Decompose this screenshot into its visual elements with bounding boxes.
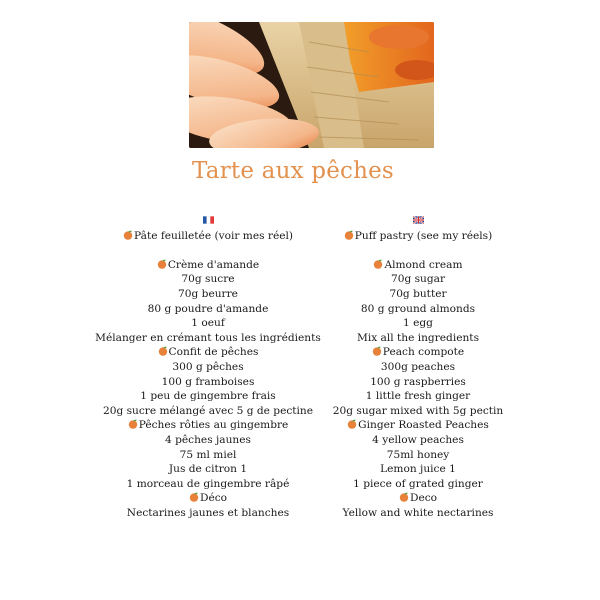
line-text: Peach compote <box>382 346 465 359</box>
ingredient-line <box>288 316 548 331</box>
line-text: 1 egg <box>403 317 433 330</box>
ingredient-line <box>288 375 548 390</box>
line-text: 80 g poudre d'amande <box>147 302 269 315</box>
line-text: Puff pastry (see my réels) <box>354 229 493 242</box>
line-text: 70g sucre <box>181 273 235 286</box>
line-text: 75 ml miel <box>179 448 237 461</box>
line-text: Confit de pêches <box>168 346 259 359</box>
section-heading <box>288 418 548 433</box>
line-text: 70g butter <box>389 287 447 300</box>
line-text: 1 oeuf <box>191 317 225 330</box>
section-heading <box>288 229 548 244</box>
line-text: Nectarines jaunes et blanches <box>126 506 290 519</box>
peach-tart-photo <box>189 22 434 148</box>
line-text: 80 g ground almonds <box>360 302 476 315</box>
line-text: 1 morceau de gingembre râpé <box>126 477 290 490</box>
line-text: Mix all the ingredients <box>356 331 480 344</box>
peach-icon <box>128 419 138 429</box>
section-heading <box>288 258 548 273</box>
section-heading <box>288 345 548 360</box>
line-text: 300g peaches <box>380 360 456 373</box>
line-text: 70g sugar <box>390 273 446 286</box>
line-text: Pêches rôties au gingembre <box>138 419 289 432</box>
english-recipe-column <box>288 214 548 520</box>
page-title: Tarte aux pêches <box>192 158 394 184</box>
line-text: 4 pêches jaunes <box>165 433 251 446</box>
peach-icon <box>123 230 133 240</box>
peach-icon <box>189 492 199 502</box>
english-ingredient-list <box>288 229 548 521</box>
peach-icon <box>158 346 168 356</box>
line-text: Pâte feuilletée (voir mes réel) <box>133 229 294 242</box>
line-text: 1 little fresh ginger <box>365 390 471 403</box>
ingredient-line <box>288 389 548 404</box>
ingredient-line <box>288 331 548 346</box>
peach-icon <box>373 259 383 269</box>
peach-icon <box>344 230 354 240</box>
line-text: Déco <box>199 492 228 505</box>
line-text: Almond cream <box>384 258 463 271</box>
line-text: 100 g raspberries <box>370 375 466 388</box>
line-text: 1 piece of grated ginger <box>353 477 483 490</box>
line-text: 300 g pêches <box>172 360 244 373</box>
section-heading <box>288 491 548 506</box>
ingredient-line <box>288 360 548 375</box>
line-text: 4 yellow peaches <box>372 433 464 446</box>
peach-icon <box>399 492 409 502</box>
ingredient-line <box>288 448 548 463</box>
spacer <box>288 243 548 258</box>
ingredient-line <box>288 302 548 317</box>
ingredient-line <box>288 404 548 419</box>
line-text: Crème d'amande <box>167 258 260 271</box>
line-text: 75ml honey <box>386 448 450 461</box>
peach-icon <box>347 419 357 429</box>
peach-icon <box>372 346 382 356</box>
ingredient-line <box>288 506 548 521</box>
line-text: Mélanger en crémant tous les ingrédients <box>95 331 321 344</box>
line-text: Deco <box>409 492 438 505</box>
flag-france-icon <box>203 216 214 224</box>
line-text: 1 peu de gingembre frais <box>140 390 276 403</box>
line-text: 70g beurre <box>178 287 238 300</box>
line-text: 100 g framboises <box>161 375 255 388</box>
line-text: Yellow and white nectarines <box>342 506 494 519</box>
ingredient-line <box>288 272 548 287</box>
ingredient-line <box>288 287 548 302</box>
ingredient-line <box>288 433 548 448</box>
english-flag-line <box>288 214 548 229</box>
line-text: Lemon juice 1 <box>380 463 456 476</box>
line-text: 20g sugar mixed with 5g pectin <box>332 404 504 417</box>
ingredient-line <box>288 462 548 477</box>
peach-icon <box>157 259 167 269</box>
line-text: Jus de citron 1 <box>168 463 248 476</box>
flag-uk-icon <box>413 216 424 224</box>
line-text: Ginger Roasted Peaches <box>358 419 489 432</box>
line-text: 20g sucre mélangé avec 5 g de pectine <box>102 404 314 417</box>
ingredient-line <box>288 477 548 492</box>
